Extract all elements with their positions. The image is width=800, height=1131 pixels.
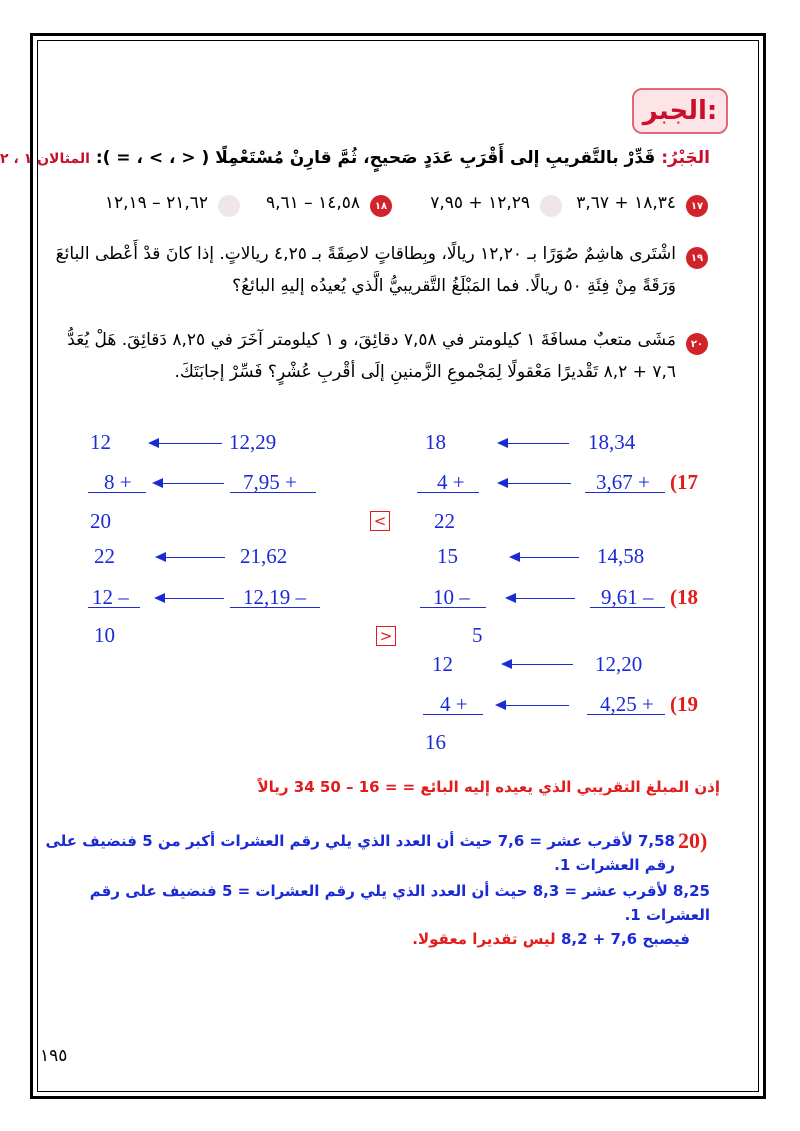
answer-19-prefix: إذن المبلغ التقريبي الذي يعيده إليه البائع =	[402, 778, 720, 796]
sol17-q1: 12	[90, 430, 111, 454]
sol18-r2: 10 –	[433, 585, 470, 609]
instruction-label: الجَبْرُ:	[661, 148, 710, 168]
sol19-r2: 4 +	[440, 692, 468, 716]
sol18-b1: 21,62	[240, 544, 288, 568]
sol17-bres: 20	[90, 509, 111, 533]
sol19-a1: 12,20	[595, 652, 643, 676]
exercise-19-badge: ١٩	[686, 247, 708, 269]
sol18-r2-underline	[420, 607, 486, 608]
sol18-a2: 9,61 –	[601, 585, 654, 609]
exercise-20-badge: ٢٠	[686, 333, 708, 355]
sol18-arrow-1	[511, 557, 579, 558]
sol18-label: (18	[670, 585, 698, 609]
answer-19-result: 34 ريالاً	[257, 778, 315, 796]
sol19-arrow-1	[503, 664, 573, 665]
sol18-arrow-3	[157, 557, 225, 558]
sol17-arrow-1	[499, 443, 569, 444]
sol20-line-1: 7,58 لأقرب عشر = 7,6 حيث أن العدد الذي يلي رقم العشرات أكبر من 5 فنضيف على	[45, 832, 675, 850]
sol20-line-5	[412, 930, 690, 948]
sol18-q2: 12 –	[92, 585, 129, 609]
sol20-label: 20)	[678, 828, 708, 853]
sol17-compare: <	[370, 511, 390, 531]
exercise-18b-badge	[218, 195, 240, 217]
sol19-r1: 12	[432, 652, 453, 676]
exercise-18b-expr: ٢١,٦٢ – ١٢,١٩	[104, 193, 208, 213]
exercise-17b-badge	[540, 195, 562, 217]
exercise-17-expr: ١٨,٣٤ + ٣,٦٧	[576, 193, 676, 213]
sol17-q2: 8 +	[104, 470, 132, 494]
sol18-res: 5	[472, 623, 483, 647]
sol17-a2: 3,67 +	[596, 470, 650, 494]
sol17-label: (17	[670, 470, 698, 494]
sol19-res: 16	[425, 730, 446, 754]
sol17-r2-underline	[417, 492, 479, 493]
sol17-arrow-2	[499, 483, 571, 484]
sol19-arrow-2	[497, 705, 569, 706]
sol20-line-2: رقم العشرات 1.	[554, 856, 675, 874]
exercise-20-line-2: ٧,٦ + ٨,٢ تَقْديرًا مَعْقولًا لِمَجْموعِ الزَّمنينِ إلَى أقْربِ عُشْرٍ؟ فَسِّرْ إجابَتَكَ.	[174, 362, 676, 382]
sol17-a2-underline	[585, 492, 665, 493]
sol17-a1: 18,34	[588, 430, 636, 454]
sol19-a2: 4,25 +	[600, 692, 654, 716]
exercise-17b-expr: ١٢,٢٩ + ٧,٩٥	[430, 193, 530, 213]
sol18-arrow-2	[507, 598, 575, 599]
sol17-res: 22	[434, 509, 455, 533]
section-title: الجبر:	[632, 88, 728, 134]
sol20-line-5-prefix: فيصبح 7,6 + 8,2	[560, 930, 690, 948]
answer-19-expr: 50 – 16 =	[319, 778, 398, 796]
sol17-r2: 4 +	[437, 470, 465, 494]
sol17-b2-underline	[230, 492, 316, 493]
exercise-18-badge: ١٨	[370, 195, 392, 217]
sol18-r1: 15	[437, 544, 458, 568]
sol18-a2-underline	[590, 607, 665, 608]
sol18-b2: 12,19 –	[243, 585, 306, 609]
exercise-19-line-1: اشْتَرى هاشِمٌ صُوَرًا بـ ١٢,٢٠ ريالًا، وبِطاقاتٍ لاصِقَةً بـ ٤,٢٥ ريالاتٍ. إذا كانَ قدْ أَعْطى البائعَ	[55, 244, 676, 264]
exercise-18-expr: ١٤,٥٨ – ٩,٦١	[265, 193, 360, 213]
answer-19	[258, 778, 721, 796]
sol18-a1: 14,58	[597, 544, 645, 568]
sol17-arrow-3	[150, 443, 222, 444]
sol18-compare: >	[376, 626, 396, 646]
sol18-b2-underline	[230, 607, 320, 608]
page-number: ١٩٥	[40, 1046, 68, 1066]
sol19-a2-underline	[587, 714, 665, 715]
sol17-b1: 12,29	[229, 430, 277, 454]
sol18-q1: 22	[94, 544, 115, 568]
sol20-line-3: 8,25 لأقرب عشر = 8,3 حيث أن العدد الذي يلي رقم العشرات = 5 فنضيف على رقم	[89, 882, 710, 900]
exercise-19-line-2: وَرَقَةً مِنْ فِئَةِ ٥٠ ريالًا. فما المَبْلَغُ التَّقريبيُّ الَّذي يُعيدُه إليهِ البائعُ؟	[232, 276, 676, 296]
sol20-line-5-conclusion: ليس تقديرا معقولا.	[412, 930, 556, 948]
sol18-arrow-4	[156, 598, 224, 599]
sol19-r2-underline	[423, 714, 483, 715]
exercise-17-badge: ١٧	[686, 195, 708, 217]
sol19-label: (19	[670, 692, 698, 716]
instruction-line	[0, 148, 710, 168]
sol18-q2-underline	[88, 607, 140, 608]
sol17-q2-underline	[88, 492, 146, 493]
instruction-text: قَدِّرْ بالتَّقريبِ إلى أَقْرَبِ عَدَدٍ صَحيحٍ، ثُمَّ قارِنْ مُسْتَعْمِلًا ( < ، > ، = ):	[95, 148, 656, 168]
instruction-examples: المثالان ١ ، ٢	[0, 151, 90, 167]
sol17-r1: 18	[425, 430, 446, 454]
sol17-arrow-4	[154, 483, 224, 484]
sol17-b2: 7,95 +	[243, 470, 297, 494]
exercise-20-line-1: مَشَى متعبٌ مسافَةَ ١ كيلومتر في ٧,٥٨ دقائِقَ، و ١ كيلومتر آخَرَ في ٨,٢٥ دَقائِقَ. هَلْ يُعَدُّ	[67, 330, 676, 350]
sol18-bres: 10	[94, 623, 115, 647]
sol20-line-4: العشرات 1.	[624, 906, 710, 924]
